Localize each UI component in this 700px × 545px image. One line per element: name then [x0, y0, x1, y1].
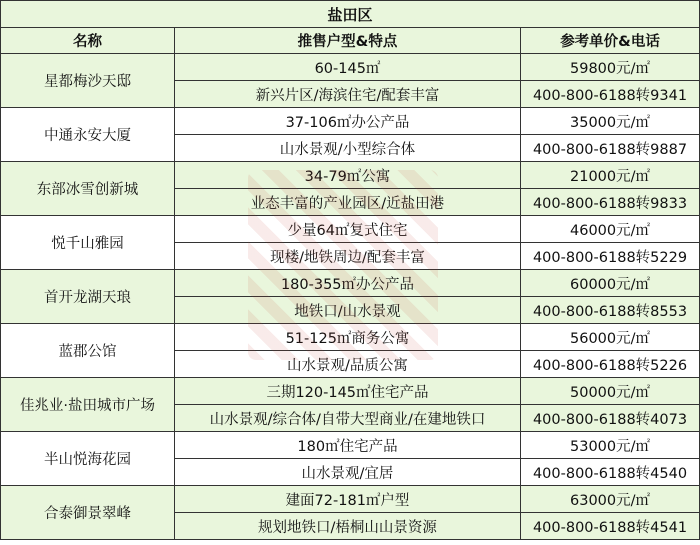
- table-row: [1, 324, 700, 351]
- header-feature: 推售户型&特点: [175, 28, 521, 54]
- project-features: 新兴片区/海滨住宅/配套丰富: [175, 81, 521, 108]
- table-row: [1, 216, 700, 243]
- contact-phone: 400-800-6188转5229: [521, 243, 700, 270]
- project-features: 山水景观/宜居: [175, 459, 521, 486]
- contact-phone: 400-800-6188转4073: [521, 405, 700, 432]
- unit-price: 21000元/㎡: [521, 162, 700, 189]
- unit-price: 59800元/㎡: [521, 54, 700, 81]
- table-row: [1, 162, 700, 189]
- table-row: [1, 432, 700, 459]
- project-name: 东部冰雪创新城: [1, 162, 175, 216]
- table-row: [1, 54, 700, 81]
- project-features: 山水景观/小型综合体: [175, 135, 521, 162]
- contact-phone: 400-800-6188转5226: [521, 351, 700, 378]
- unit-type: 34-79㎡公寓: [175, 162, 521, 189]
- title-row: [1, 1, 700, 28]
- project-name: 合泰御景翠峰: [1, 486, 175, 540]
- table-title: 盐田区: [1, 1, 700, 28]
- unit-price: 46000元/㎡: [521, 216, 700, 243]
- project-features: 地铁口/山水景观: [175, 297, 521, 324]
- unit-price: 63000元/㎡: [521, 486, 700, 513]
- project-features: 山水景观/综合体/自带大型商业/在建地铁口: [175, 405, 521, 432]
- unit-price: 60000元/㎡: [521, 270, 700, 297]
- project-name: 半山悦海花园: [1, 432, 175, 486]
- unit-type: 180㎡住宅产品: [175, 432, 521, 459]
- unit-type: 180-355㎡办公产品: [175, 270, 521, 297]
- table-row: [1, 270, 700, 297]
- unit-type: 建面72-181㎡户型: [175, 486, 521, 513]
- unit-price: 53000元/㎡: [521, 432, 700, 459]
- unit-price: 50000元/㎡: [521, 378, 700, 405]
- unit-type: 51-125㎡商务公寓: [175, 324, 521, 351]
- project-features: 山水景观/品质公寓: [175, 351, 521, 378]
- header-name: 名称: [1, 28, 175, 54]
- unit-type: 37-106㎡办公产品: [175, 108, 521, 135]
- table-row: [1, 108, 700, 135]
- contact-phone: 400-800-6188转9833: [521, 189, 700, 216]
- project-name: 蓝郡公馆: [1, 324, 175, 378]
- project-features: 规划地铁口/梧桐山山景资源: [175, 513, 521, 540]
- table-row: [1, 378, 700, 405]
- contact-phone: 400-800-6188转4541: [521, 513, 700, 540]
- project-name: 星都梅沙天邸: [1, 54, 175, 108]
- unit-price: 56000元/㎡: [521, 324, 700, 351]
- header-row: [1, 28, 700, 54]
- project-name: 中通永安大厦: [1, 108, 175, 162]
- unit-type: 60-145㎡: [175, 54, 521, 81]
- header-price: 参考单价&电话: [521, 28, 700, 54]
- project-name: 悦千山雅园: [1, 216, 175, 270]
- project-name: 首开龙湖天琅: [1, 270, 175, 324]
- project-features: 业态丰富的产业园区/近盐田港: [175, 189, 521, 216]
- unit-price: 35000元/㎡: [521, 108, 700, 135]
- contact-phone: 400-800-6188转4540: [521, 459, 700, 486]
- unit-type: 少量64㎡复式住宅: [175, 216, 521, 243]
- table-row: [1, 486, 700, 513]
- contact-phone: 400-800-6188转8553: [521, 297, 700, 324]
- contact-phone: 400-800-6188转9887: [521, 135, 700, 162]
- contact-phone: 400-800-6188转9341: [521, 81, 700, 108]
- unit-type: 三期120-145㎡住宅产品: [175, 378, 521, 405]
- project-name: 佳兆业·盐田城市广场: [1, 378, 175, 432]
- project-features: 现楼/地铁周边/配套丰富: [175, 243, 521, 270]
